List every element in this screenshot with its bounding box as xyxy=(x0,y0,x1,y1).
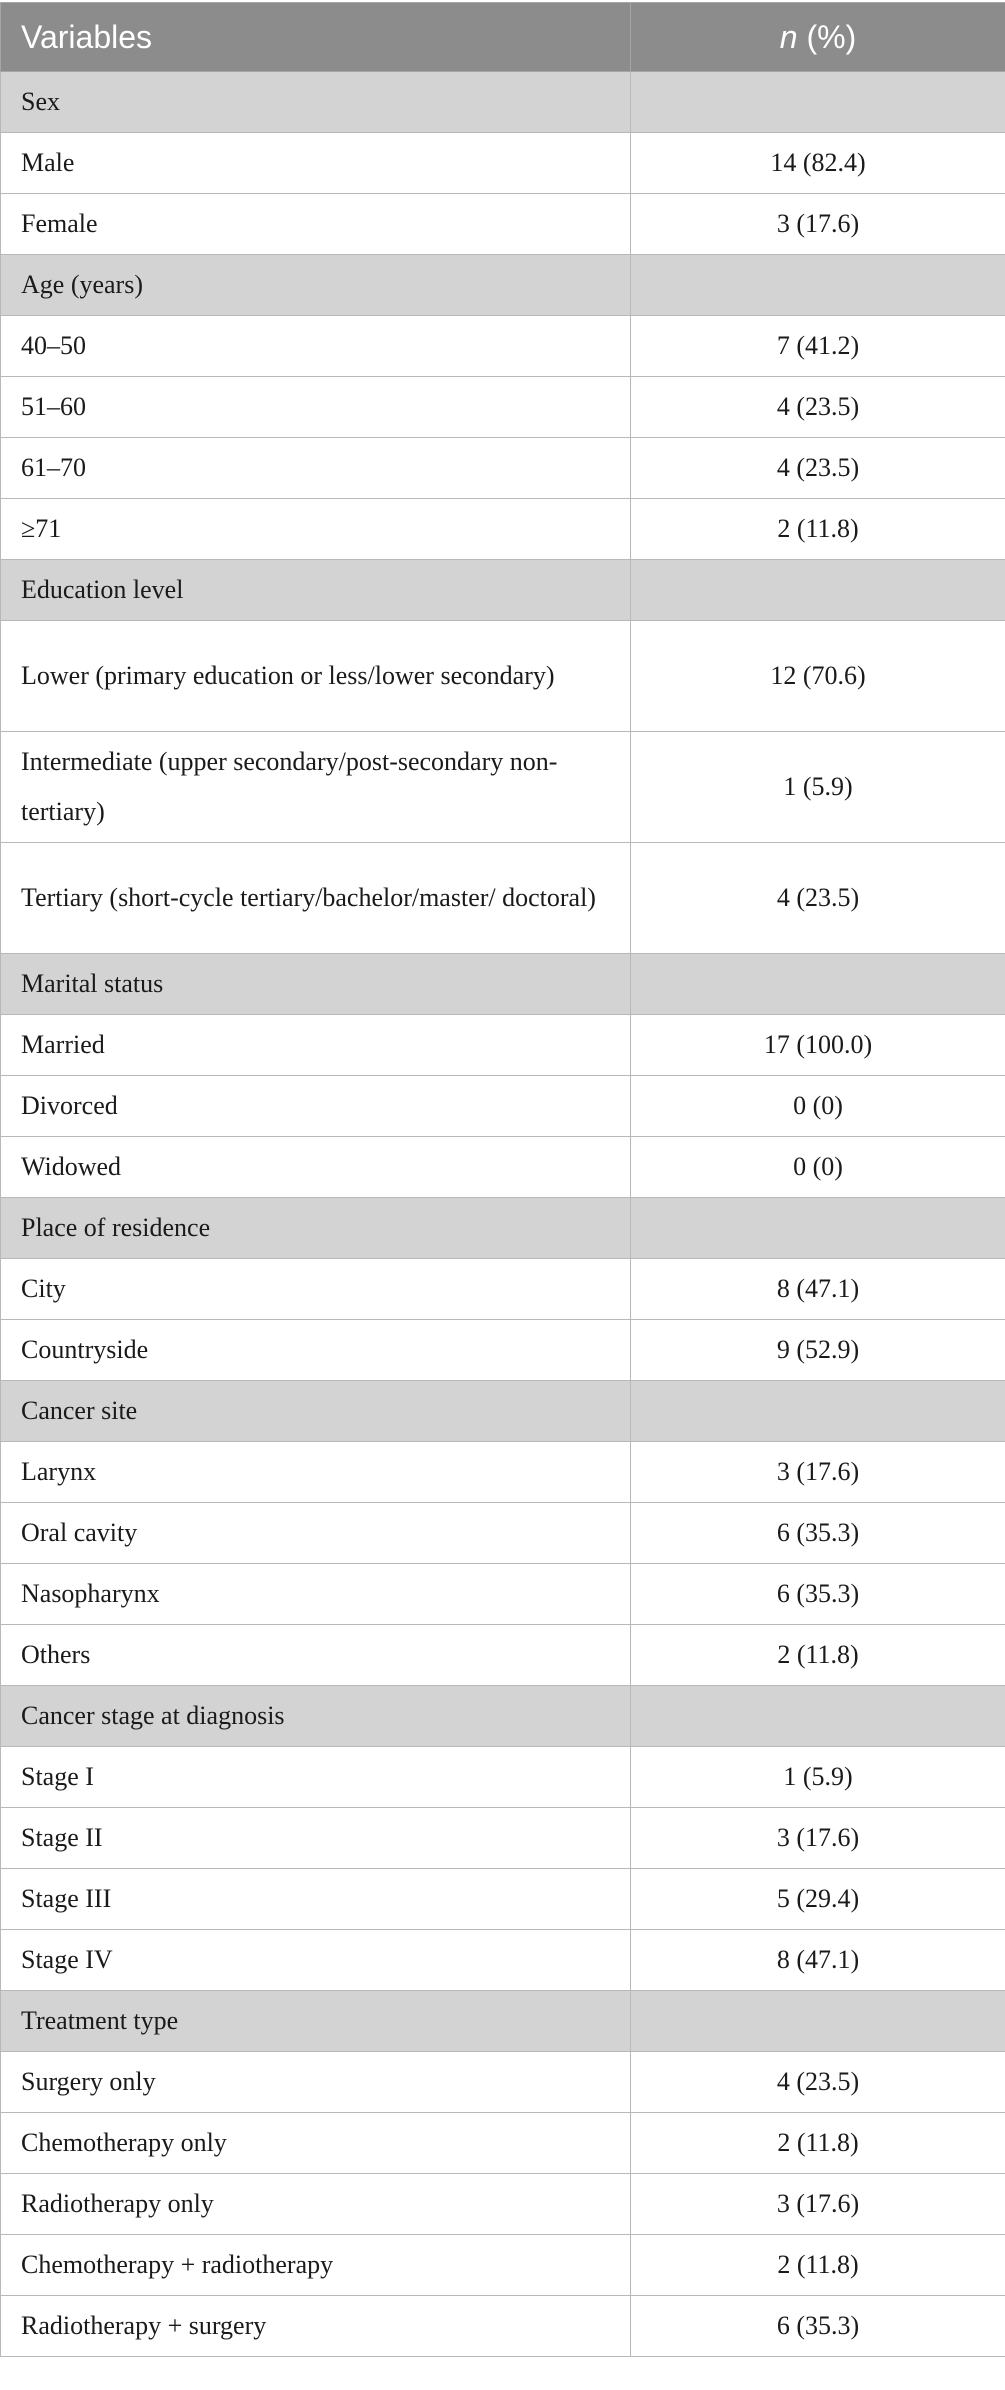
row-value: 3 (17.6) xyxy=(631,2174,1005,2235)
table-row xyxy=(1,133,1005,194)
row-label: Lower (primary education or less/lower secondary) xyxy=(1,621,631,732)
row-label: Female xyxy=(1,194,631,255)
row-value: 3 (17.6) xyxy=(631,1442,1005,1503)
table-row xyxy=(1,499,1005,560)
section-value-empty xyxy=(631,72,1005,133)
section-row xyxy=(1,1686,1005,1747)
section-title: Cancer stage at diagnosis xyxy=(1,1686,631,1747)
section-value-empty xyxy=(631,560,1005,621)
row-label: Stage IV xyxy=(1,1930,631,1991)
row-value: 9 (52.9) xyxy=(631,1320,1005,1381)
row-value: 17 (100.0) xyxy=(631,1015,1005,1076)
table-row xyxy=(1,377,1005,438)
header-percent: (%) xyxy=(797,19,857,55)
row-label: Intermediate (upper secondary/post-secondary non-tertiary) xyxy=(1,732,631,843)
row-label: Radiotherapy only xyxy=(1,2174,631,2235)
table-row xyxy=(1,194,1005,255)
table-row xyxy=(1,438,1005,499)
row-value: 1 (5.9) xyxy=(631,1747,1005,1808)
row-value: 2 (11.8) xyxy=(631,499,1005,560)
row-label: Radiotherapy + surgery xyxy=(1,2296,631,2357)
row-value: 6 (35.3) xyxy=(631,1503,1005,1564)
table-header-row xyxy=(1,3,1005,72)
demographics-table xyxy=(0,2,1005,2357)
row-value: 5 (29.4) xyxy=(631,1869,1005,1930)
row-value: 8 (47.1) xyxy=(631,1259,1005,1320)
section-title: Sex xyxy=(1,72,631,133)
header-n: n xyxy=(779,19,798,55)
row-value: 4 (23.5) xyxy=(631,377,1005,438)
table-row xyxy=(1,1320,1005,1381)
section-title: Marital status xyxy=(1,954,631,1015)
table-row xyxy=(1,1930,1005,1991)
table-row xyxy=(1,1137,1005,1198)
section-row xyxy=(1,954,1005,1015)
row-value: 14 (82.4) xyxy=(631,133,1005,194)
section-row xyxy=(1,560,1005,621)
row-label: Chemotherapy only xyxy=(1,2113,631,2174)
section-value-empty xyxy=(631,1991,1005,2052)
table-row xyxy=(1,1625,1005,1686)
row-value: 2 (11.8) xyxy=(631,2235,1005,2296)
table-row xyxy=(1,843,1005,954)
header-variables: Variables xyxy=(1,3,631,72)
row-label: Stage II xyxy=(1,1808,631,1869)
row-label: 51–60 xyxy=(1,377,631,438)
section-row xyxy=(1,1991,1005,2052)
section-title: Treatment type xyxy=(1,1991,631,2052)
row-label: Chemotherapy + radiotherapy xyxy=(1,2235,631,2296)
table-row xyxy=(1,1869,1005,1930)
row-value: 7 (41.2) xyxy=(631,316,1005,377)
table-row xyxy=(1,1442,1005,1503)
table-row xyxy=(1,621,1005,732)
row-label: Larynx xyxy=(1,1442,631,1503)
row-label: Male xyxy=(1,133,631,194)
table-row xyxy=(1,1076,1005,1137)
table-row xyxy=(1,1808,1005,1869)
row-value: 6 (35.3) xyxy=(631,1564,1005,1625)
table-row xyxy=(1,2113,1005,2174)
table-row xyxy=(1,2235,1005,2296)
table-row xyxy=(1,1015,1005,1076)
table-row xyxy=(1,1564,1005,1625)
row-label: Married xyxy=(1,1015,631,1076)
row-label: Nasopharynx xyxy=(1,1564,631,1625)
section-value-empty xyxy=(631,1198,1005,1259)
row-label: 40–50 xyxy=(1,316,631,377)
table-row xyxy=(1,1259,1005,1320)
table-row xyxy=(1,1747,1005,1808)
row-label: 61–70 xyxy=(1,438,631,499)
table-row xyxy=(1,732,1005,843)
row-label: ≥71 xyxy=(1,499,631,560)
section-title: Education level xyxy=(1,560,631,621)
row-value: 1 (5.9) xyxy=(631,732,1005,843)
row-value: 0 (0) xyxy=(631,1137,1005,1198)
row-value: 8 (47.1) xyxy=(631,1930,1005,1991)
table-row xyxy=(1,1503,1005,1564)
section-row xyxy=(1,255,1005,316)
row-label: Widowed xyxy=(1,1137,631,1198)
section-value-empty xyxy=(631,255,1005,316)
section-row xyxy=(1,1381,1005,1442)
section-title: Age (years) xyxy=(1,255,631,316)
row-label: Stage I xyxy=(1,1747,631,1808)
row-label: Divorced xyxy=(1,1076,631,1137)
row-label: Stage III xyxy=(1,1869,631,1930)
row-value: 12 (70.6) xyxy=(631,621,1005,732)
section-title: Cancer site xyxy=(1,1381,631,1442)
row-value: 2 (11.8) xyxy=(631,2113,1005,2174)
section-value-empty xyxy=(631,1381,1005,1442)
row-label: Others xyxy=(1,1625,631,1686)
row-label: Tertiary (short-cycle tertiary/bachelor/master/ doctoral) xyxy=(1,843,631,954)
row-value: 0 (0) xyxy=(631,1076,1005,1137)
header-n-percent xyxy=(631,3,1005,72)
row-value: 3 (17.6) xyxy=(631,194,1005,255)
row-value: 4 (23.5) xyxy=(631,843,1005,954)
row-value: 6 (35.3) xyxy=(631,2296,1005,2357)
section-row xyxy=(1,72,1005,133)
section-value-empty xyxy=(631,954,1005,1015)
table-row xyxy=(1,2052,1005,2113)
table-row xyxy=(1,2296,1005,2357)
row-label: Surgery only xyxy=(1,2052,631,2113)
row-value: 4 (23.5) xyxy=(631,438,1005,499)
row-label: Countryside xyxy=(1,1320,631,1381)
section-value-empty xyxy=(631,1686,1005,1747)
row-value: 3 (17.6) xyxy=(631,1808,1005,1869)
section-row xyxy=(1,1198,1005,1259)
row-value: 4 (23.5) xyxy=(631,2052,1005,2113)
table-body xyxy=(1,72,1005,2357)
section-title: Place of residence xyxy=(1,1198,631,1259)
row-label: City xyxy=(1,1259,631,1320)
row-label: Oral cavity xyxy=(1,1503,631,1564)
table-row xyxy=(1,316,1005,377)
table-row xyxy=(1,2174,1005,2235)
row-value: 2 (11.8) xyxy=(631,1625,1005,1686)
